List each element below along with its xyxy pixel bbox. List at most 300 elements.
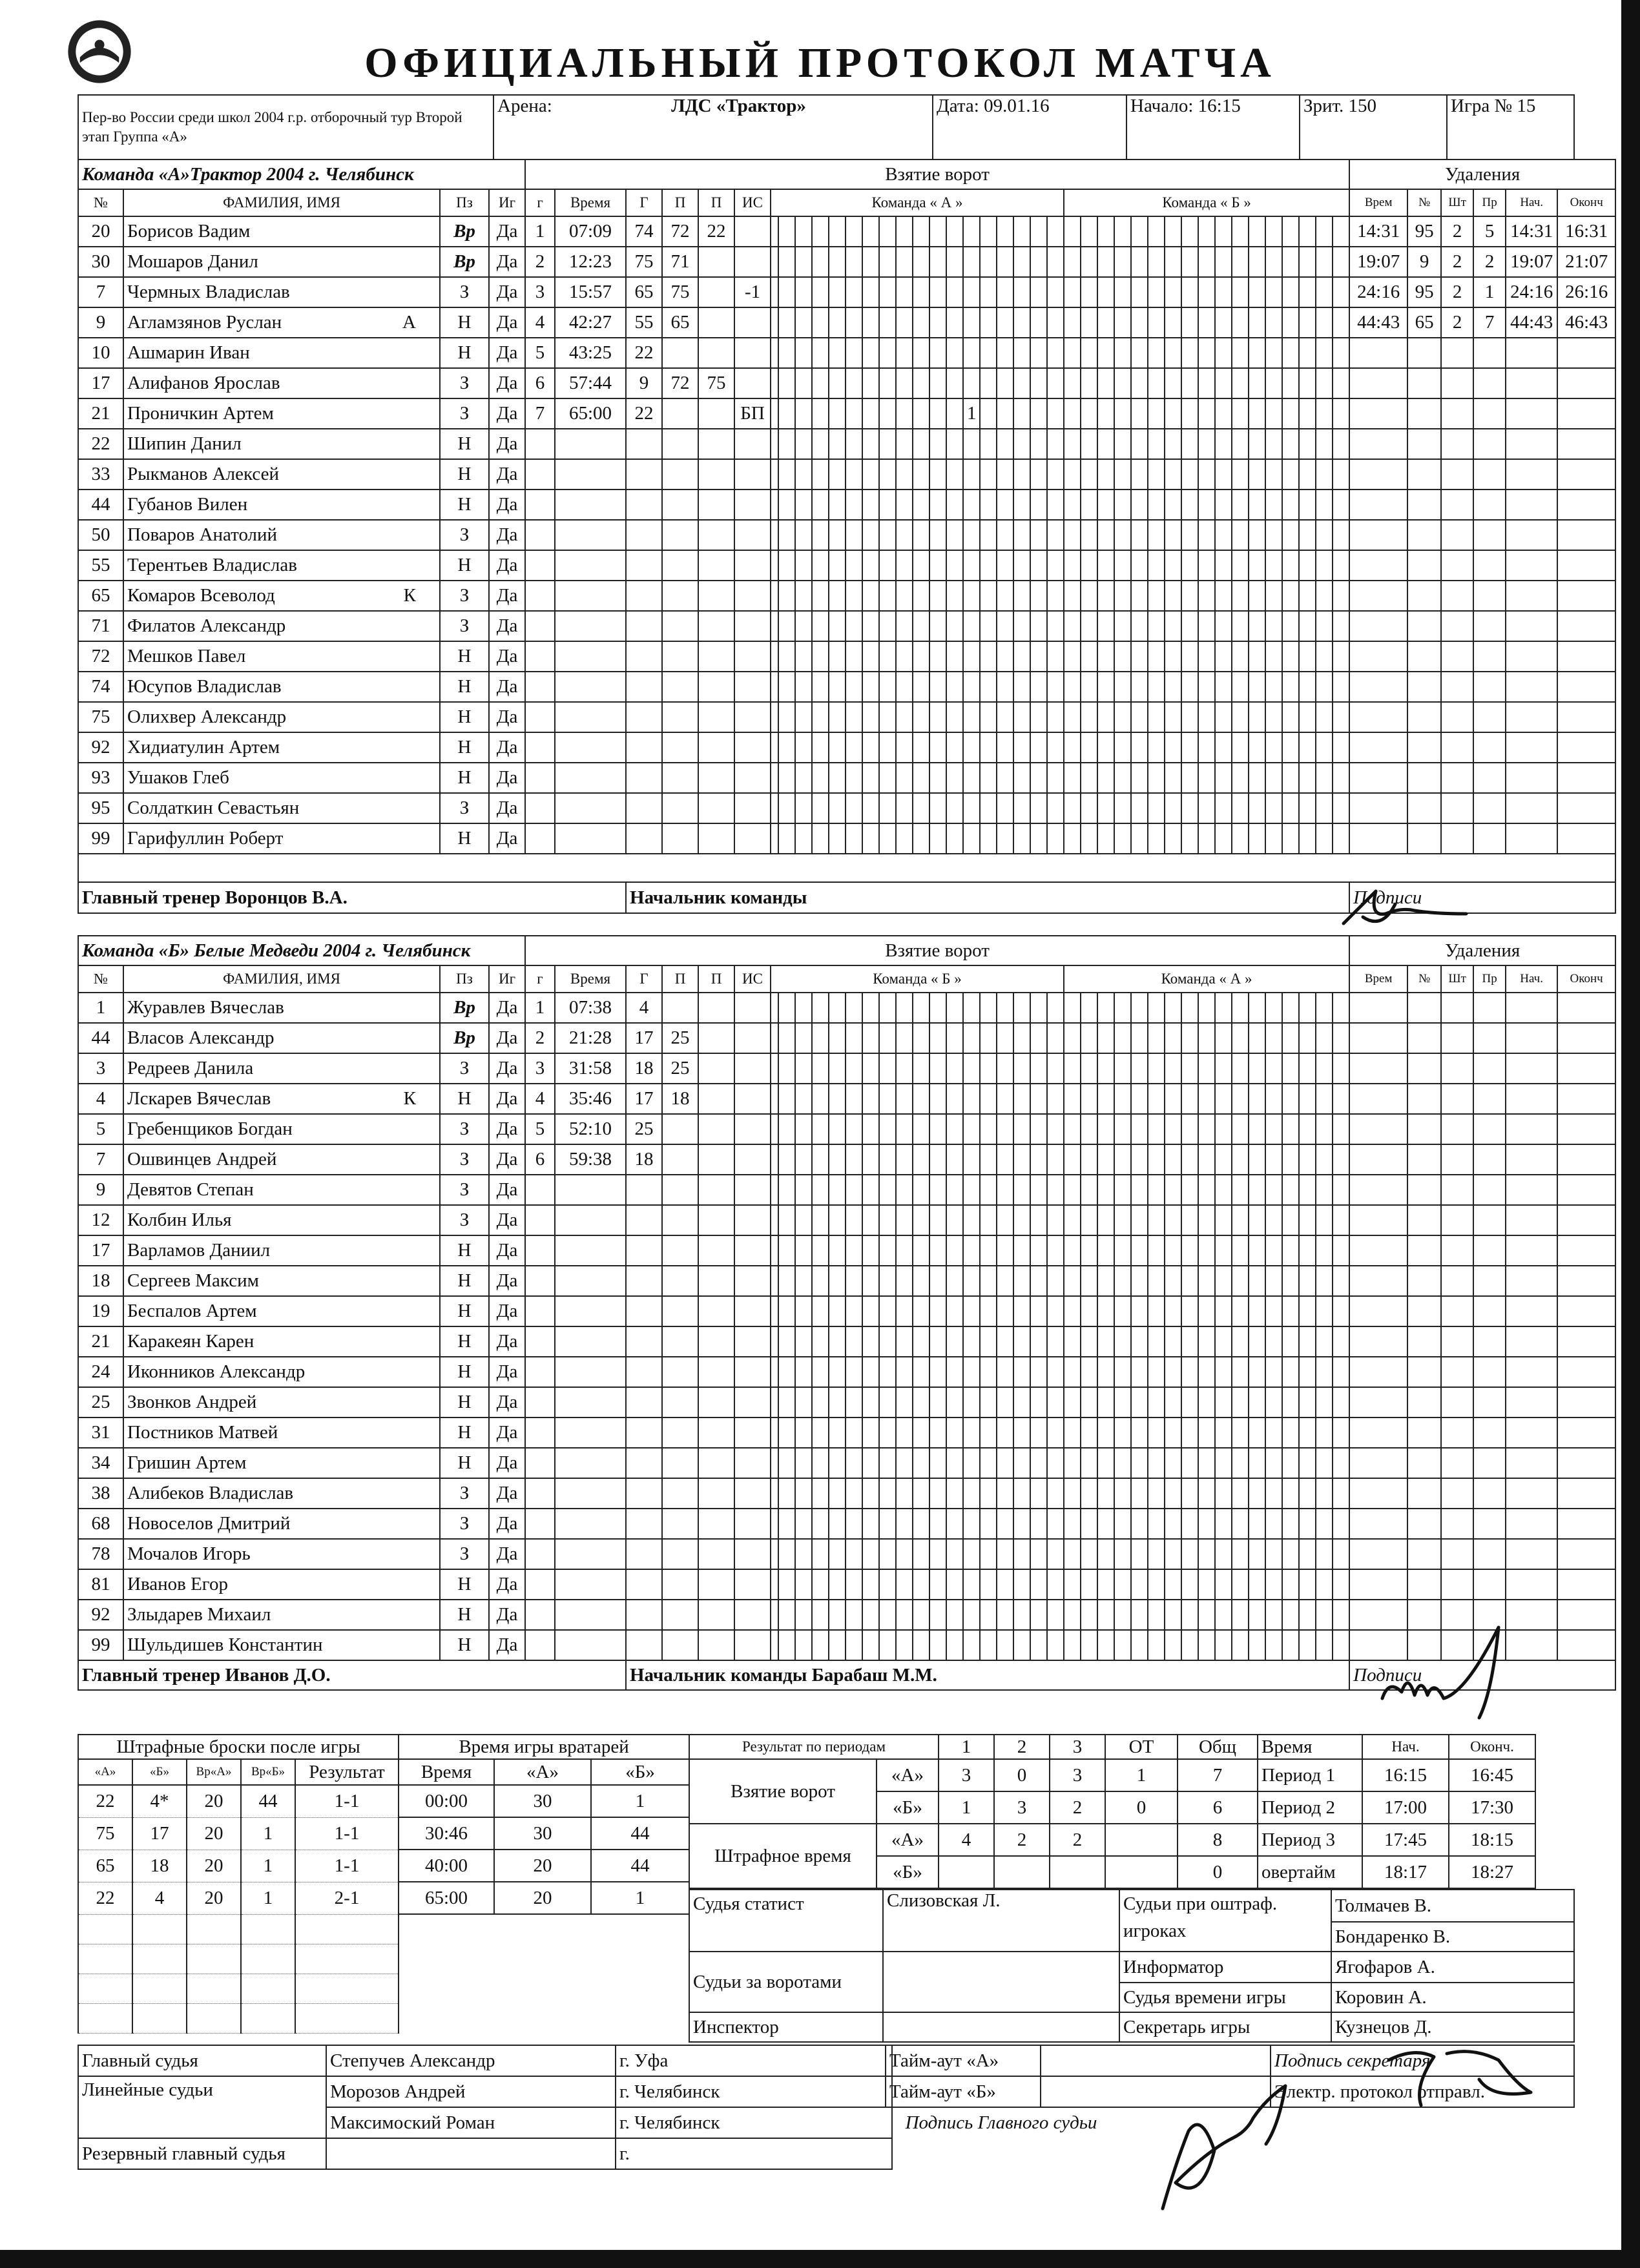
goal-situation: [734, 702, 771, 732]
goalie-col-header: Время: [399, 1759, 494, 1785]
shot-cell: [1165, 823, 1181, 854]
player-name-cell: [123, 1205, 440, 1235]
goal-time: [555, 793, 626, 823]
shot-cell: [1265, 1175, 1282, 1205]
shot-cell: [1249, 1357, 1265, 1387]
shot-cell: [771, 763, 778, 793]
penalty-player: 9: [1407, 247, 1441, 277]
shot-cell: [946, 338, 963, 368]
shot-cell: [1030, 672, 1047, 702]
period-start: 18:17: [1362, 1856, 1449, 1888]
goal-assist-2: 22: [698, 216, 734, 247]
shot-cell: [812, 247, 829, 277]
shot-cell: [997, 307, 1013, 338]
player-name: Мошаров Данил: [127, 251, 258, 272]
secretary-label: Секретарь игры: [1119, 2012, 1331, 2042]
shot-cell: [1249, 1539, 1265, 1569]
player-name-cell: [123, 1448, 440, 1478]
shot-cell: [1148, 550, 1165, 581]
shot-cell: [1198, 1296, 1215, 1326]
shot-cell: [1316, 307, 1333, 338]
shot-cell: [1265, 793, 1282, 823]
shot-cell: [1249, 1630, 1265, 1660]
shot-cell: [1131, 1630, 1148, 1660]
shot-cell: [1165, 763, 1181, 793]
shot-cell: [1131, 1326, 1148, 1357]
shot-cell: [1131, 1205, 1148, 1235]
shot-cell: [879, 1205, 896, 1235]
player-number: 21: [78, 1326, 123, 1357]
shot-cell: [1215, 993, 1232, 1023]
shot-cell: [1030, 1478, 1047, 1509]
player-name: Гребенщиков Богдан: [127, 1119, 293, 1139]
shot-cell: [997, 459, 1013, 490]
shot-cell: [1047, 732, 1064, 763]
shot-cell: [1232, 1418, 1249, 1448]
shot-cell: [846, 1205, 862, 1235]
penalty-end: [1557, 1205, 1615, 1235]
shot-cell: [946, 490, 963, 520]
goal-scorer: [626, 1296, 662, 1326]
shot-cell: [1232, 1266, 1249, 1296]
shot-cell: [929, 1600, 946, 1630]
shot-cell: [879, 1144, 896, 1175]
player-name-cell: [123, 490, 440, 520]
player-name: Хидиатулин Артем: [127, 737, 280, 758]
shot-cell: [1299, 1023, 1316, 1053]
shot-cell: [1265, 1114, 1282, 1144]
goal-assist-2: [698, 1296, 734, 1326]
pim-a-row: [689, 1824, 1258, 1856]
shot-cell: [929, 520, 946, 550]
shot-cell: [1047, 1539, 1064, 1569]
shot-cell: [913, 823, 929, 854]
player-name: Беспалов Артем: [127, 1301, 257, 1321]
shot-cell: [862, 1266, 879, 1296]
goal-assist-1: [662, 702, 698, 732]
shot-cell: [946, 641, 963, 672]
shot-cell: [1316, 247, 1333, 277]
shot-cell: [1282, 550, 1299, 581]
player-name-cell: [123, 702, 440, 732]
shot-cell: [1316, 823, 1333, 854]
shot-cell: [862, 1235, 879, 1266]
goal-assist-2: [698, 459, 734, 490]
shot-cell: [913, 1569, 929, 1600]
player-played: Да: [489, 611, 525, 641]
shot-cell: [1316, 793, 1333, 823]
shot-cell: [1114, 1630, 1131, 1660]
shot-cell: [1165, 1357, 1181, 1387]
shot-cell: [1299, 732, 1316, 763]
goal-number: 3: [525, 1053, 555, 1084]
shot-cell: [1064, 732, 1081, 763]
shot-cell: [1316, 338, 1333, 368]
shootout-cell: [132, 1974, 187, 2003]
shot-cell: [1148, 1569, 1165, 1600]
goal-time: [555, 1418, 626, 1448]
shot-cell: [778, 1144, 795, 1175]
shot-cell: [896, 641, 913, 672]
shot-cell: [1165, 429, 1181, 459]
shot-cell: [1232, 247, 1249, 277]
goal-number: [525, 1539, 555, 1569]
penalty-time: [1349, 793, 1407, 823]
shot-cell: [1064, 1448, 1081, 1478]
penalty-player: [1407, 368, 1441, 398]
referee-row: [78, 2076, 892, 2107]
team_b-player-row: [78, 1296, 1615, 1326]
team-b-chief: Начальник команды Барабаш М.М.: [626, 1660, 1349, 1690]
player-name: Филатов Александр: [127, 615, 286, 636]
shot-cell: [997, 1175, 1013, 1205]
shot-cell: [913, 338, 929, 368]
penalty-reason: [1473, 520, 1506, 550]
player-name: Борисов Вадим: [127, 221, 251, 242]
penalty-time: [1349, 1539, 1407, 1569]
shot-cell: [1215, 702, 1232, 732]
shot-cell: [1047, 611, 1064, 641]
shot-cell: [1165, 550, 1181, 581]
shot-cell: [896, 1266, 913, 1296]
shot-cell: [1232, 1448, 1249, 1478]
shot-cell: [997, 1235, 1013, 1266]
goal-assist-1: 72: [662, 216, 698, 247]
shot-cell: [980, 1205, 997, 1235]
shot-cell: [795, 1357, 812, 1387]
shot-cell: [1232, 216, 1249, 247]
goal-assist-2: [698, 1600, 734, 1630]
player-position: Н: [440, 550, 489, 581]
shot-cell: [1064, 1205, 1081, 1235]
shot-cell: [1165, 672, 1181, 702]
team-a-table: [78, 159, 1616, 914]
shot-cell: [1047, 1053, 1064, 1084]
shot-cell: [929, 1448, 946, 1478]
shot-cell: [829, 247, 846, 277]
goal-assist-2: [698, 1539, 734, 1569]
goal-situation: [734, 459, 771, 490]
goal-situation: [734, 490, 771, 520]
goal-scorer: 74: [626, 216, 662, 247]
goal-assist-2: [698, 1357, 734, 1387]
shot-cell: [980, 763, 997, 793]
player-played: Да: [489, 732, 525, 763]
shot-cell: [1148, 247, 1165, 277]
penalty-type: [1441, 993, 1473, 1023]
shot-cell: [1064, 398, 1081, 429]
shot-cell: [1316, 550, 1333, 581]
goal-scorer: [626, 763, 662, 793]
player-played: Да: [489, 216, 525, 247]
shot-cell: [896, 1144, 913, 1175]
shot-cell: [795, 1235, 812, 1266]
shot-cell: [1299, 1053, 1316, 1084]
shot-cell: [771, 1326, 778, 1357]
penalty-player: [1407, 1569, 1441, 1600]
shot-cell: [862, 1296, 879, 1326]
shot-cell: [879, 1053, 896, 1084]
shot-cell: [1181, 520, 1198, 550]
period-results-table: [689, 1734, 1258, 1889]
shot-cell: [829, 1296, 846, 1326]
shot-cell: [1299, 823, 1316, 854]
player-name: Чермных Владислав: [127, 282, 290, 302]
shot-cell: [812, 1509, 829, 1539]
penalty-reason: [1473, 672, 1506, 702]
shot-cell: [862, 611, 879, 641]
shot-cell: [1097, 823, 1114, 854]
shot-cell: [896, 247, 913, 277]
shot-cell: [1316, 277, 1333, 307]
penalty-time: [1349, 1478, 1407, 1509]
penalty-end: 46:43: [1557, 307, 1615, 338]
shot-cell: [980, 1630, 997, 1660]
shot-cell: [879, 1084, 896, 1114]
shot-cell: [1148, 1235, 1165, 1266]
shot-cell: [980, 1539, 997, 1569]
shot-cell: [913, 1326, 929, 1357]
pim-b-value: [1105, 1856, 1178, 1888]
shot-cell: [795, 993, 812, 1023]
goal-time: 07:38: [555, 993, 626, 1023]
shootout-cell: 18: [132, 1850, 187, 1882]
shot-cell: [1181, 763, 1198, 793]
shot-cell: [1148, 1448, 1165, 1478]
shot-cell: [1064, 1114, 1081, 1144]
shot-cell: [896, 429, 913, 459]
shot-cell: [1316, 216, 1333, 247]
match-start: Начало: 16:15: [1126, 95, 1300, 160]
shot-cell: [771, 398, 778, 429]
shot-cell: [1097, 1418, 1114, 1448]
goal-assist-2: [698, 1418, 734, 1448]
shootout-cell: 1-1: [295, 1817, 399, 1850]
linesman-2-name: Максимоский Роман: [326, 2107, 616, 2138]
shot-cell: [812, 1478, 829, 1509]
shot-cell: [1047, 1357, 1064, 1387]
penalty-time: [1349, 1114, 1407, 1144]
shot-cell: [1165, 1053, 1181, 1084]
shot-cell: [1165, 1266, 1181, 1296]
shot-cell: [929, 1539, 946, 1569]
shot-cell: [1249, 641, 1265, 672]
goal-situation: [734, 1630, 771, 1660]
penalty-end: [1557, 1235, 1615, 1266]
shot-cell: [862, 1387, 879, 1418]
goal-assist-1: [662, 429, 698, 459]
shot-cell: [1249, 672, 1265, 702]
shot-cell: [913, 1175, 929, 1205]
team-b-label: «Б»: [877, 1856, 939, 1888]
penalty-end: [1557, 1387, 1615, 1418]
shot-cell: [1333, 1539, 1349, 1569]
goal-assist-2: [698, 993, 734, 1023]
penalty-time: [1349, 398, 1407, 429]
shot-cell: [1165, 1144, 1181, 1175]
period-times-row: [1258, 1759, 1535, 1791]
head-referee-signature-icon: [1137, 2073, 1331, 2222]
goal-time: [555, 1205, 626, 1235]
shot-cell: [879, 1266, 896, 1296]
shot-cell: [846, 429, 862, 459]
shot-cell: [862, 520, 879, 550]
shot-cell: [1198, 993, 1215, 1023]
penalty-player: 95: [1407, 216, 1441, 247]
shot-cell: [963, 307, 980, 338]
goal-scorer: [626, 702, 662, 732]
penalty-player: [1407, 398, 1441, 429]
shot-cell: [1047, 550, 1064, 581]
shot-cell: [778, 490, 795, 520]
shot-cell: [1013, 550, 1030, 581]
shot-cell: [1249, 793, 1265, 823]
team_b-player-row: [78, 1509, 1615, 1539]
shot-cell: [1265, 1357, 1282, 1387]
goal-situation: [734, 1084, 771, 1114]
timeout-a-value[interactable]: [1041, 2045, 1271, 2076]
shot-cell: [812, 793, 829, 823]
shot-cell: [1198, 520, 1215, 550]
shot-cell: [795, 398, 812, 429]
shot-cell: [963, 1448, 980, 1478]
officials-row: [689, 1890, 1574, 1922]
shot-cell: [1114, 520, 1131, 550]
shot-cell: [1081, 1296, 1097, 1326]
period-times-header: [1258, 1735, 1535, 1759]
goals-a-row: [689, 1759, 1258, 1791]
team-b-table: [78, 935, 1616, 1691]
shot-cell: [1064, 993, 1081, 1023]
goal-assist-1: 18: [662, 1084, 698, 1114]
shot-cell: [862, 1600, 879, 1630]
shot-cell: [1333, 1326, 1349, 1357]
shootout-cell: 1-1: [295, 1850, 399, 1882]
penalty-reason: [1473, 338, 1506, 368]
shot-cell: [896, 490, 913, 520]
shot-cell: [795, 1509, 812, 1539]
shot-cell: [980, 1023, 997, 1053]
team_b-scorer-col-header: Г: [626, 965, 662, 993]
shot-cell: [1215, 1205, 1232, 1235]
player-number: 44: [78, 1023, 123, 1053]
shot-cell: [771, 823, 778, 854]
shot-cell: [1148, 368, 1165, 398]
shot-cell: [1282, 732, 1299, 763]
shot-cell: [862, 338, 879, 368]
shot-cell: [1064, 581, 1081, 611]
shot-cell: [1198, 429, 1215, 459]
shot-cell: [1215, 1387, 1232, 1418]
shot-cell: [846, 641, 862, 672]
shot-cell: [1282, 307, 1299, 338]
penalty-reason: [1473, 793, 1506, 823]
shot-cell: [846, 1326, 862, 1357]
shot-cell: [1316, 993, 1333, 1023]
shot-cell: [1198, 1569, 1215, 1600]
team_a-player-row: [78, 429, 1615, 459]
shot-cell: [778, 1326, 795, 1357]
shot-cell: [1013, 823, 1030, 854]
shot-cell: [879, 216, 896, 247]
team_b-player-row: [78, 1266, 1615, 1296]
shot-cell: [963, 1144, 980, 1175]
shot-cell: [1165, 1509, 1181, 1539]
shot-cell: [1282, 1205, 1299, 1235]
shot-cell: [1249, 1387, 1265, 1418]
shot-cell: [1198, 1539, 1215, 1569]
referee-row: [78, 2138, 892, 2169]
period-header-row: [689, 1735, 1258, 1759]
shot-cell: [1215, 581, 1232, 611]
penalty-type: [1441, 1266, 1473, 1296]
goal-assist-1: [662, 1266, 698, 1296]
shot-cell: [1215, 1144, 1232, 1175]
shot-cell: [1030, 993, 1047, 1023]
shot-cell: [812, 581, 829, 611]
penalty-type: [1441, 1053, 1473, 1084]
penalty-player: [1407, 1053, 1441, 1084]
shot-cell: [862, 1509, 879, 1539]
tournament-name: Пер-во России среди школ 2004 г.р. отборочный тур Второй этап Группа «А»: [78, 95, 493, 160]
shot-cell: [1081, 1448, 1097, 1478]
shot-cell: [879, 307, 896, 338]
shot-cell: [1181, 641, 1198, 672]
goal-number: 4: [525, 1084, 555, 1114]
shot-cell: [1064, 368, 1081, 398]
shot-cell: [1165, 1569, 1181, 1600]
shot-cell: [812, 1053, 829, 1084]
penalty-type: [1441, 1296, 1473, 1326]
shot-cell: [1047, 763, 1064, 793]
shot-cell: [1316, 1326, 1333, 1357]
shot-cell: [862, 216, 879, 247]
goal-assist-1: [662, 1478, 698, 1509]
inspector-value: [883, 2012, 1119, 2042]
team_b-column-header: [78, 965, 1615, 993]
shot-cell: [896, 702, 913, 732]
shot-cell: [1265, 702, 1282, 732]
shot-cell: [946, 1569, 963, 1600]
shot-cell: [862, 459, 879, 490]
shot-cell: [1265, 307, 1282, 338]
goal-scorer: [626, 1205, 662, 1235]
shot-cell: [963, 338, 980, 368]
goal-number: 6: [525, 1144, 555, 1175]
shot-cell: [778, 993, 795, 1023]
shot-cell: [1047, 398, 1064, 429]
penalty-start: [1506, 1418, 1557, 1448]
shot-cell: [997, 611, 1013, 641]
period-times-col-header: Нач.: [1362, 1735, 1449, 1759]
shot-cell: [980, 1387, 997, 1418]
shot-cell: [778, 823, 795, 854]
penalty-reason: 2: [1473, 247, 1506, 277]
shot-cell: [1232, 1630, 1249, 1660]
penalty-box-label: Судьи при оштраф. игроках: [1119, 1890, 1331, 1952]
shot-cell: [980, 672, 997, 702]
shot-cell: [1333, 1205, 1349, 1235]
shot-cell: [795, 338, 812, 368]
shot-cell: [846, 1357, 862, 1387]
shot-cell: [778, 1569, 795, 1600]
shot-cell: [1030, 1235, 1047, 1266]
shot-cell: [1282, 1266, 1299, 1296]
shot-cell: [1165, 581, 1181, 611]
team_a-player-row: [78, 216, 1615, 247]
shot-cell: [1097, 1235, 1114, 1266]
team_a-pen-pr-col-header: Пр: [1473, 189, 1506, 216]
